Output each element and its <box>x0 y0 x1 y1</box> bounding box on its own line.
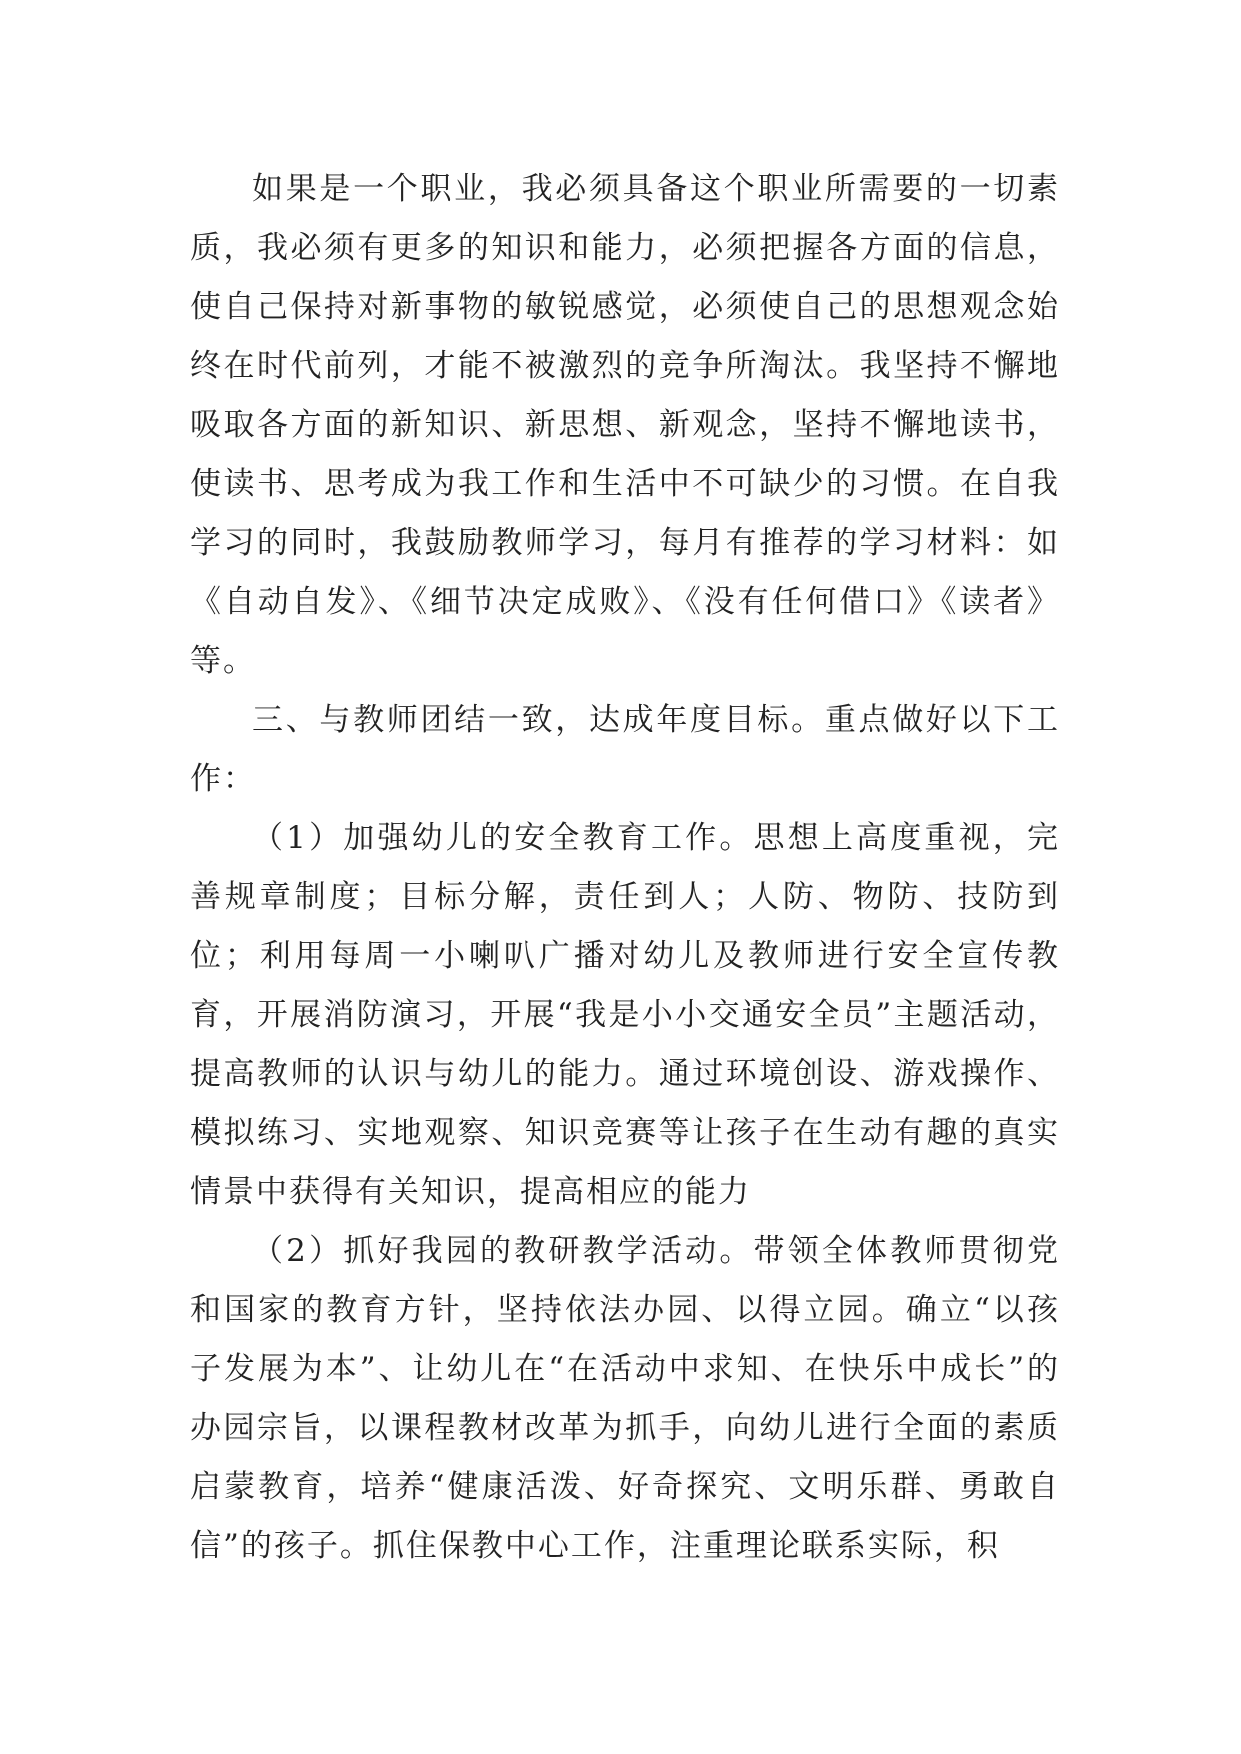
paragraph-item-safety-education: （1）加强幼儿的安全教育工作。思想上高度重视，完善规章制度；目标分解，责任到人；人防、物防、技防到位；利用每周一小喇叭广播对幼儿及教师进行安全宣传教育，开展消防演习，开展“我是小小交通安全员”主题活动，提高教师的认识与幼儿的能力。通过环境创设、游戏操作、模拟练习、实地观察、知识竞赛等让孩子在生动有趣的真实情景中获得有关知识，提高相应的能力 <box>190 820 1060 1210</box>
document-body <box>190 160 1060 1576</box>
paragraph-section-three-heading: 三、与教师团结一致，达成年度目标。重点做好以下工作： <box>190 702 1060 797</box>
paragraph-item-teaching-research: （2）抓好我园的教研教学活动。带领全体教师贯彻党和国家的教育方针，坚持依法办园、以得立园。确立“以孩子发展为本”、让幼儿在“在活动中求知、在快乐中成长”的办园宗旨，以课程教材改革为抓手，向幼儿进行全面的素质启蒙教育，培养“健康活泼、好奇探究、文明乐群、勇敢自信”的孩子。抓住保教中心工作，注重理论联系实际，积 <box>190 1233 1060 1564</box>
paragraph-professional-quality: 如果是一个职业，我必须具备这个职业所需要的一切素质，我必须有更多的知识和能力，必须把握各方面的信息，使自己保持对新事物的敏锐感觉，必须使自己的思想观念始终在时代前列，才能不被激烈的竞争所淘汰。我坚持不懈地吸取各方面的新知识、新思想、新观念，坚持不懈地读书，使读书、思考成为我工作和生活中不可缺少的习惯。在自我学习的同时，我鼓励教师学习，每月有推荐的学习材料：如《自动自发》、《细节决定成败》、《没有任何借口》《读者》等。 <box>190 171 1060 679</box>
